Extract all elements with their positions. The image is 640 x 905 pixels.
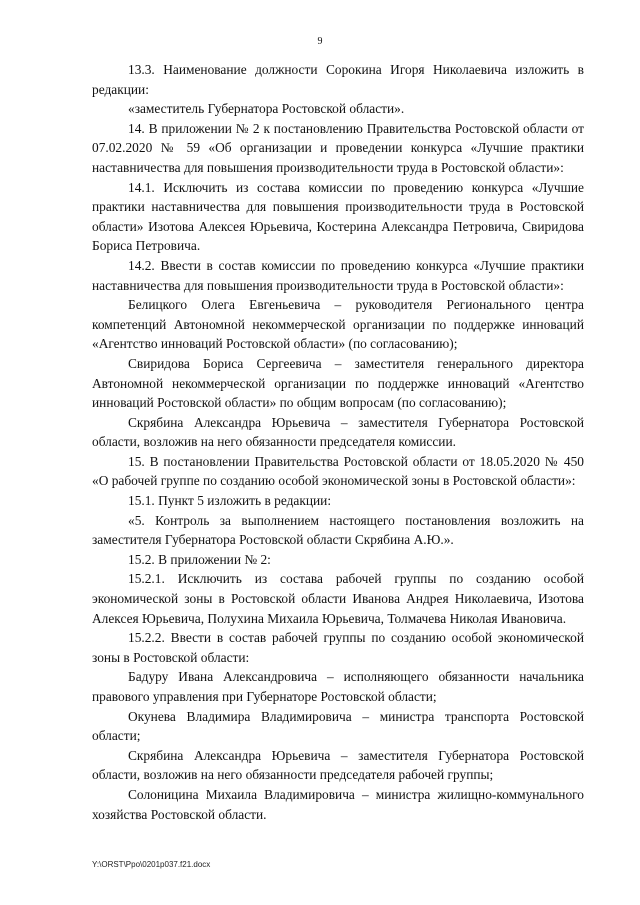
paragraph: 15.1. Пункт 5 изложить в редакции: xyxy=(128,493,332,509)
paragraph: Свиридова Бориса Сергеевича – заместителя генерального директора Автономной некоммерческой организации по поддержке инноваций «Агентство инноваций Ростовской области» по общим вопросам (по согласованию); xyxy=(92,355,584,411)
paragraph: Скрябина Александра Юрьевича – заместителя Губернатора Ростовской области, возложив на него обязанности председателя комиссии. xyxy=(92,414,584,450)
paragraph: «5. Контроль за выполнением настоящего постановления возложить на заместителя Губернатора Ростовской области Скрябина А.Ю.». xyxy=(92,512,584,548)
paragraph: Белицкого Олега Евгеньевича – руководителя Регионального центра компетенций Автономной некоммерческой организации по поддержке инноваций «Агентство инноваций Ростовской области» (по согласованию); xyxy=(92,297,584,352)
document-body xyxy=(92,60,584,824)
paragraph: Скрябина Александра Юрьевича – заместителя Губернатора Ростовской области, возложив на него обязанности председателя рабочей группы; xyxy=(92,747,584,783)
paragraph: 13.3. Наименование должности Сорокина Игоря Николаевича изложить в редакции: xyxy=(92,62,584,97)
paragraph: Солоницина Михаила Владимировича – министра жилищно-коммунального хозяйства Ростовской области. xyxy=(92,786,584,822)
footer-file-path: Y:\ORST\Ppo\0201p037.f21.docx xyxy=(92,860,211,869)
paragraph: 14.1. Исключить из состава комиссии по проведению конкурса «Лучшие практики наставничества для повышения производительности труда в Ростовской области» Изотова Алексея Юрьевича, Костерина Александра Петровича, Свиридова Бориса Петровича. xyxy=(92,179,584,254)
paragraph: 15.2.1. Исключить из состава рабочей группы по созданию особой экономической зоны в Ростовской области Иванова Андрея Николаевича, Изотова Алексея Юрьевича, Полухина Михаила Юрьевича, Толмачева Николая Ивановича. xyxy=(92,571,584,626)
page-number: 9 xyxy=(317,36,323,47)
paragraph: Окунева Владимира Владимировича – министра транспорта Ростовской области; xyxy=(92,708,584,744)
paragraph: «заместитель Губернатора Ростовской области». xyxy=(128,101,405,117)
paragraph: 14. В приложении № 2 к постановлению Правительства Ростовской области от 07.02.2020 № 59 «Об организации и проведении конкурса «Лучшие практики наставничества для повышения производительности труда в Ростовской области»: xyxy=(92,120,584,175)
paragraph: 15. В постановлении Правительства Ростовской области от 18.05.2020 № 450 «О рабочей группе по созданию особой экономической зоны в Ростовской области»: xyxy=(92,453,584,489)
paragraph: 15.2.2. Ввести в состав рабочей группы по созданию особой экономической зоны в Ростовской области: xyxy=(92,630,584,665)
paragraph: Бадуру Ивана Александровича – исполняющего обязанности начальника правового управления при Губернаторе Ростовской области; xyxy=(92,669,584,704)
paragraph: 15.2. В приложении № 2: xyxy=(128,551,271,567)
paragraph: 14.2. Ввести в состав комиссии по проведению конкурса «Лучшие практики наставничества для повышения производительности труда в Ростовской области»: xyxy=(92,257,584,293)
